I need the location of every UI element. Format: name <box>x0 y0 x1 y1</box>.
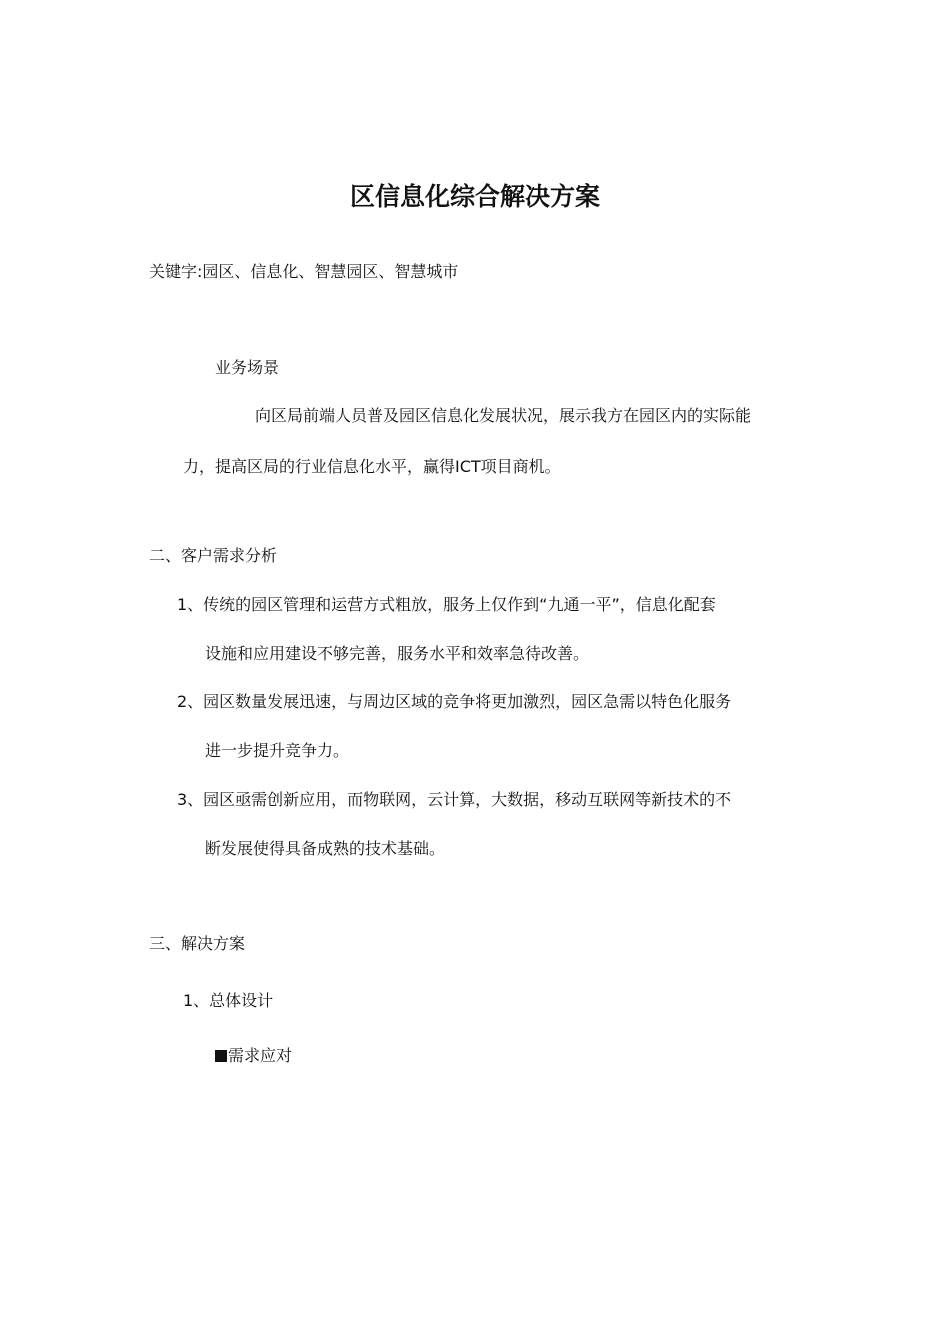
list-item-line: 设施和应用建设不够完善，服务水平和效率急待改善。 <box>205 644 590 663</box>
subheading-overall-design: 1、总体设计 <box>183 991 274 1010</box>
section-heading-solution: 三、解决方案 <box>149 934 246 953</box>
document-title: 区信息化综合解决方案 <box>349 182 600 211</box>
list-item-line: 3、园区亟需创新应用，而物联网，云计算，大数据，移动互联网等新技术的不 <box>177 790 732 809</box>
bullet-label: 需求应对 <box>228 1046 293 1065</box>
list-item-line: 1、传统的园区管理和运营方式粗放，服务上仅作到“九通一平”，信息化配套 <box>177 595 716 614</box>
list-item-line: 进一步提升竞争力。 <box>205 741 350 760</box>
square-bullet-icon <box>215 1050 227 1062</box>
keywords-line: 关键字:园区、信息化、智慧园区、智慧城市 <box>149 262 459 281</box>
bullet-item <box>215 1046 292 1066</box>
paragraph-line: 向区局前端人员普及园区信息化发展状况，展示我方在园区内的实际能 <box>255 406 752 425</box>
section-heading-customer-needs: 二、客户需求分析 <box>149 546 278 565</box>
list-item-line: 2、园区数量发展迅速，与周边区域的竞争将更加激烈，园区急需以特色化服务 <box>177 692 732 711</box>
list-item-line: 断发展使得具备成熟的技术基础。 <box>205 839 446 858</box>
paragraph-line: 力，提高区局的行业信息化水平，赢得ICT项目商机。 <box>183 457 561 476</box>
section-heading-business-scenario: 业务场景 <box>215 358 280 377</box>
